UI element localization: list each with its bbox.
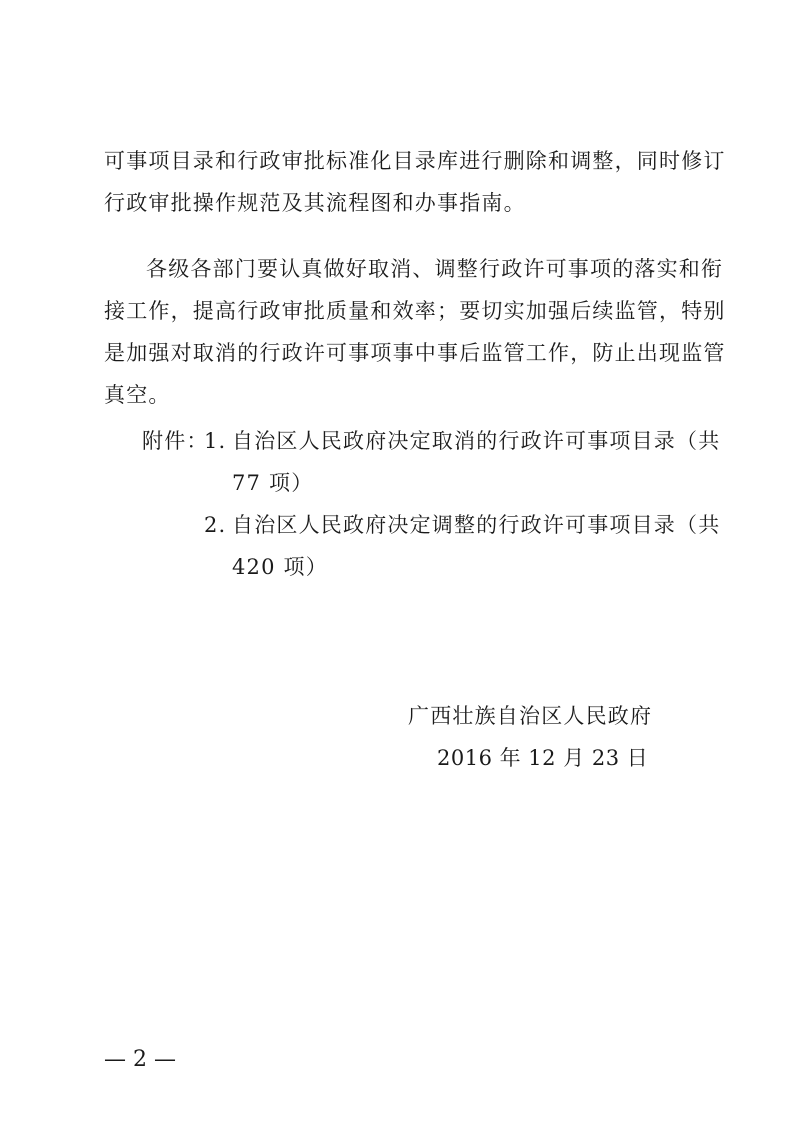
paragraph-2-line-2: 接工作，提高行政审批质量和效率；要切实加强后续监管，特别 (104, 299, 726, 323)
signature-date: 2016 年 12 月 23 日 (437, 746, 649, 770)
paragraph-2-line-1: 各级各部门要认真做好取消、调整行政许可事项的落实和衔 (146, 257, 724, 281)
attachments-label: 附件： (142, 429, 209, 453)
paragraph-1-line-1: 可事项目录和行政审批标准化目录库进行删除和调整，同时修订 (104, 149, 726, 173)
attachment-2-number: 2. (204, 513, 227, 537)
attachment-1-title: 自治区人民政府决定取消的行政许可事项目录（共 (232, 429, 721, 453)
attachment-1-title-continuation: 77 项） (232, 471, 314, 495)
attachment-2-title-continuation: 420 项） (232, 555, 328, 579)
signature-organization: 广西壮族自治区人民政府 (408, 704, 653, 728)
paragraph-1-line-2: 行政审批操作规范及其流程图和办事指南。 (104, 191, 526, 215)
page-number: — 2 — (104, 1047, 176, 1072)
attachment-1-number: 1. (204, 429, 227, 453)
paragraph-2-line-3: 是加强对取消的行政许可事项事中事后监管工作，防止出现监管 (104, 341, 726, 365)
paragraph-2-line-4: 真空。 (104, 383, 171, 407)
attachment-2-title: 自治区人民政府决定调整的行政许可事项目录（共 (232, 513, 721, 537)
